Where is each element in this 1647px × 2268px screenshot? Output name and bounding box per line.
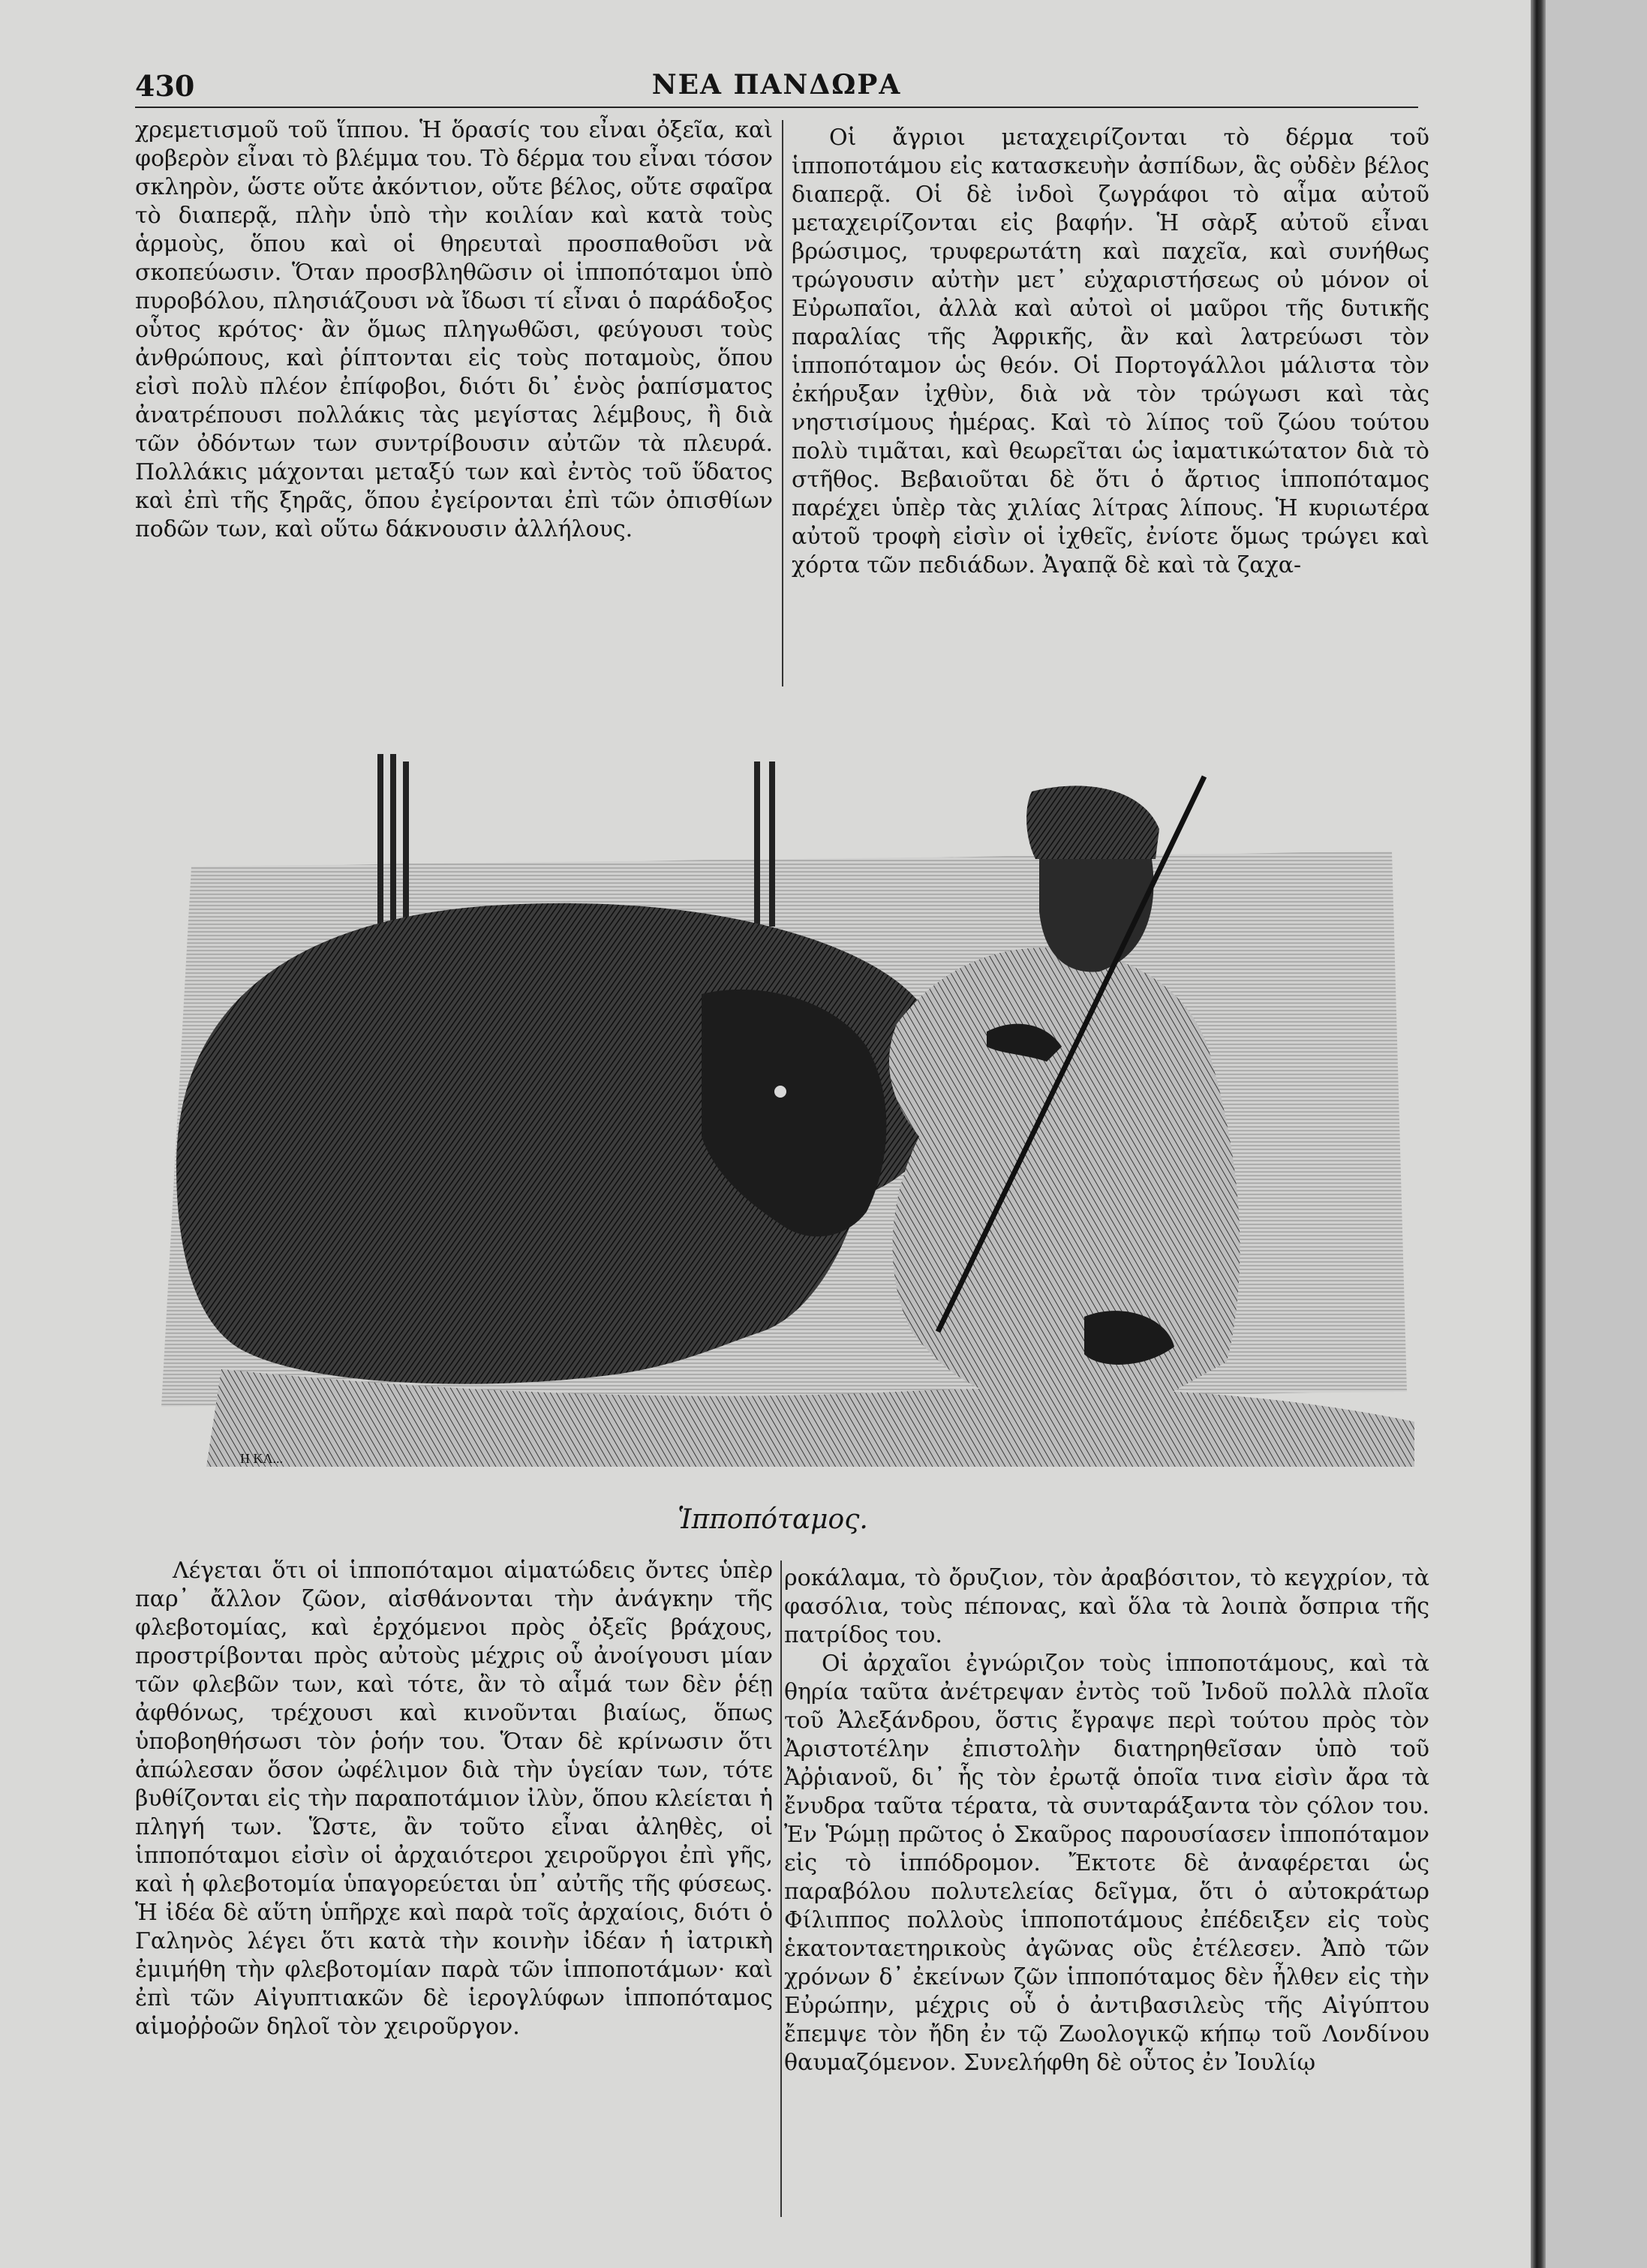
figure-caption: Ἱπποπόταμος. — [678, 1504, 868, 1535]
text-column-top-right — [792, 124, 1429, 580]
column-divider — [782, 120, 783, 686]
paragraph: χρεμετισμοῦ τοῦ ἵππου. Ἡ ὅρασίς του εἶναι ὀξεῖα, καὶ φοβερὸν εἶναι τὸ βλέμμα του. Τὸ δέρμα του εἶναι τόσον σκληρὸν, ὥστε οὔτε ἀκόντιον, οὔτε βέλος, οὔτε σφαῖρα τὸ διαπερᾷ, πλὴν ὑπὸ τὴν κοιλίαν καὶ κατὰ τοὺς ἁρμοὺς, ὅπου καὶ οἱ θηρευταὶ προσπαθοῦσι νὰ σκοπεύωσιν. Ὅταν προσβληθῶσιν οἱ ἱπποπόταμοι ὑπὸ πυροβόλου, πλησιάζουσι νὰ ἴδωσι τί εἶναι ὁ παράδοξος οὗτος κρότος· ἂν ὅμως πληγωθῶσι, φεύγουσι τοὺς ἀνθρώπους, καὶ ῥίπτονται εἰς τοὺς ποταμοὺς, ὅπου εἰσὶ πολὺ πλέον ἐπίφοβοι, διότι δι᾽ ἑνὸς ῥαπίσματος ἀνατρέπουσι πολλάκις τὰς μεγίστας λέμβους, ἢ διὰ τῶν ὀδόντων των συντρίβουσιν αὐτῶν τὰ πλευρά. Πολλάκις μάχονται μεταξύ των καὶ ἐντὸς τοῦ ὕδατος καὶ ἐπὶ τῆς ξηρᾶς, ὅπου ἐγείρονται ἐπὶ τῶν ὀπισθίων ποδῶν των, καὶ οὕτω δάκνουσιν ἀλλήλους. — [135, 117, 773, 542]
paragraph: Λέγεται ὅτι οἱ ἱπποπόταμοι αἱματώδεις ὄντες ὑπὲρ παρ᾽ ἄλλον ζῶον, αἰσθάνονται τὴν ἀνάγκην τῆς φλεβοτομίας, καὶ ἐρχόμενοι πρὸς ὀξεῖς βράχους, προστρίβονται πρὸς αὐτοὺς μέχρις οὗ ἀνοίγουσι μίαν τῶν φλεβῶν των, καὶ τότε, ἂν τὸ αἷμά των δὲν ῥέῃ ἀφθόνως, τρέχουσι καὶ κινοῦνται βιαίως, ὅπως ὑποβοηθήσωσι τὸν ῥοήν του. Ὅταν δὲ κρίνωσιν ὅτι ἀπώλεσαν ὅσον ὠφέλιμον διὰ τὴν ὑγείαν των, τότε βυθίζονται εἰς τὴν παραποτάμιον ἰλὺν, ὅπου κλείεται ἡ πληγή των. Ὥστε, ἂν τοῦτο εἶναι ἀληθὲς, οἱ ἱπποπόταμοι εἰσὶν οἱ ἀρχαιότεροι χειροῦργοι ἐπὶ γῆς, καὶ ἡ φλεβοτομία ὑπαγορεύεται ὑπ᾽ αὐτῆς τῆς φύσεως. Ἡ ἰδέα δὲ αὕτη ὑπῆρχε καὶ παρὰ τοῖς ἀρχαίοις, διότι ὁ Γαληνὸς λέγει ὅτι κατὰ τὴν κοινὴν ἰδέαν ἡ ἰατρικὴ ἐμιμήθη τὴν φλεβοτομίαν παρὰ τῶν ἱπποποτάμων· καὶ ἐπὶ τῶν Αἰγυπτιακῶν δὲ ἱερογλύφων ἱπποπόταμος αἱμοῤῥοῶν δηλοῖ τὸν χειροῦργον. — [135, 1558, 773, 2040]
page-header — [135, 69, 1418, 107]
journal-title: ΝΕΑ ΠΑΝΔΩΡΑ — [651, 69, 902, 101]
page-number: 430 — [135, 69, 195, 103]
hippopotamus-engraving — [146, 746, 1422, 1478]
text-column-bottom-right — [784, 1564, 1429, 2077]
engraver-mark: Η ΚΛ... — [240, 1451, 284, 1466]
paragraph: ροκάλαμα, τὸ ὄρυζιον, τὸν ἀραβόσιτον, τὸ κεγχρίον, τὰ φασόλια, τοὺς πέπονας, καὶ ὅλα τὰ λοιπὰ ὄσπρια τῆς πατρίδος του. — [784, 1565, 1429, 1648]
paragraph: Οἱ ἀρχαῖοι ἐγνώριζον τοὺς ἱπποποτάμους, καὶ τὰ θηρία ταῦτα ἀνέτρεψαν ἐντὸς τοῦ Ἰνδοῦ πολλὰ πλοῖα τοῦ Ἀλεξάνδρου, ὅστις ἔγραψε περὶ τούτου πρὸς τὸν Ἀριστοτέλην ἐπιστολὴν διατηρηθεῖσαν ὑπὸ τοῦ Ἀῤῥιανοῦ, δι᾽ ἧς τὸν ἐρωτᾷ ὁποῖα τινα εἰσὶν ἄρα τὰ ἔνυδρα ταῦτα τέρατα, τὰ συνταράξαντα τὸν ςόλον του. Ἐν Ῥώμῃ πρῶτος ὁ Σκαῦρος παρουσίασεν ἱπποπόταμον εἰς τὸ ἱππόδρομον. Ἔκτοτε δὲ ἀναφέρεται ὡς παραβόλου πολυτελείας δεῖγμα, ὅτι ὁ αὐτοκράτωρ Φίλιππος πολλοὺς ἱπποποτάμους ἐπέδειξεν εἰς τοὺς ἑκατονταετηρικοὺς ἀγῶνας οὓς ἐτέλεσεν. Ἀπὸ τῶν χρόνων δ᾽ ἐκείνων ζῶν ἱπποπόταμος δὲν ἦλθεν εἰς τὴν Εὐρώπην, μέχρις οὗ ὁ ἀντιβασιλεὺς τῆς Αἰγύπτου ἔπεμψε τὸν ἤδη ἐν τῷ Ζωολογικῷ κήπῳ τοῦ Λονδίνου θαυμαζόμενον. Συνελήφθη δὲ οὗτος ἐν Ἰουλίῳ — [784, 1651, 1429, 2076]
text-column-bottom-left — [135, 1557, 773, 2041]
hippo-eye — [774, 1086, 786, 1098]
column-divider — [780, 1561, 782, 2217]
text-column-top-left — [135, 116, 773, 544]
paragraph: Οἱ ἄγριοι μεταχειρίζονται τὸ δέρμα τοῦ ἱπποποτάμου εἰς κατασκευὴν ἀσπίδων, ἃς οὐδὲν βέλος διαπερᾷ. Οἱ δὲ ἰνδοὶ ζωγράφοι τὸ αἷμα αὐτοῦ μεταχειρίζονται εἰς βαφήν. Ἡ σὰρξ αὐτοῦ εἶναι βρώσιμος, τρυφερωτάτη καὶ παχεῖα, καὶ συνήθως τρώγουσιν αὐτὴν μετ᾽ εὐχαριστήσεως οὐ μόνον οἱ Εὐρωπαῖοι, ἀλλὰ καὶ αὐτοὶ οἱ μαῦροι τῆς δυτικῆς παραλίας τῆς Ἀφρικῆς, ἂν καὶ λατρεύωσι τὸν ἱπποπόταμον ὡς θεόν. Οἱ Πορτογάλλοι μάλιστα τὸν ἐκήρυξαν ἰχθὺν, διὰ νὰ τὸν τρώγωσι καὶ τὰς νηστισίμους ἡμέρας. Καὶ τὸ λίπος τοῦ ζώου τούτου πολὺ τιμᾶται, καὶ θεωρεῖται ὡς ἰαματικώτατον διὰ τὸ στῆθος. Βεβαιοῦται δὲ ὅτι ὁ ἄρτιος ἱπποπόταμος παρέχει ὑπὲρ τὰς χιλίας λίτρας λίπους. Ἡ κυριωτέρα αὐτοῦ τροφὴ εἰσὶν οἱ ἰχθεῖς, ἐνίοτε ὅμως τρώγει καὶ χόρτα τῶν πεδιάδων. Ἀγαπᾷ δὲ καὶ τὰ ζαχα- — [792, 125, 1429, 578]
header-rule — [135, 107, 1418, 108]
book-spine-gutter — [1531, 0, 1546, 2268]
keeper-cap — [1026, 786, 1159, 859]
facing-page-edge — [1546, 0, 1647, 2268]
